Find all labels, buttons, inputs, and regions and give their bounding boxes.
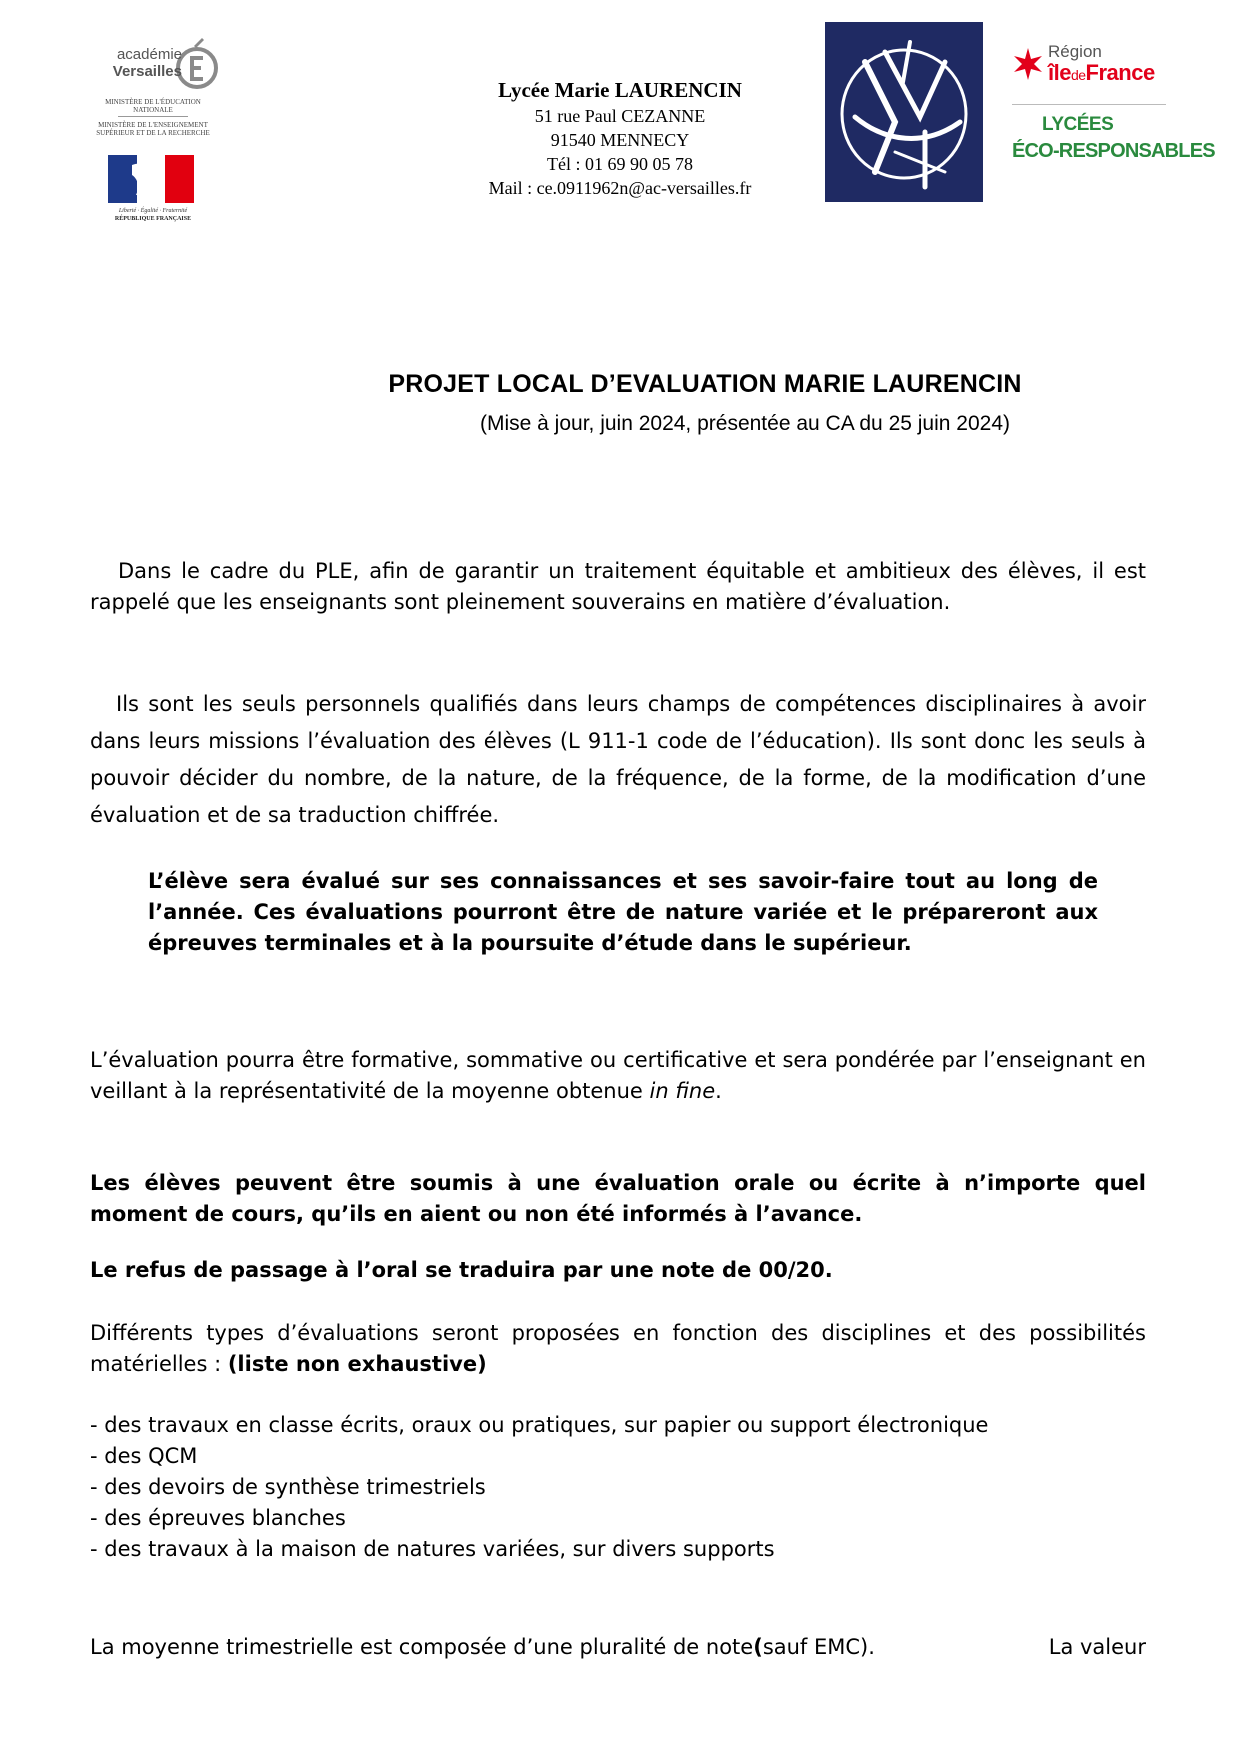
p4-main-text: L’évaluation pourra être formative, sommative ou certificative et sera pondérée par l’enseignant en veillant à la représentativité de la moyenne obtenue [90,1048,1146,1103]
ministry-education: MINISTÈRE DE L'ÉDUCATION NATIONALE [105,98,201,114]
ministry-divider [118,116,188,117]
p8-text-c: sauf EMC). [762,1635,875,1659]
list-item: - des épreuves blanches [90,1506,346,1530]
lycee-emblem-logo [825,22,983,202]
p8-text-b: ( [753,1635,763,1659]
p8-text-d: La valeur [1048,1635,1146,1659]
list-item: - des travaux en classe écrits, oraux ou pratiques, sur papier ou support électronique [90,1413,989,1437]
marianne-flag-icon [108,155,194,203]
school-phone: Tél : 01 69 90 05 78 [547,154,693,174]
document-subtitle: (Mise à jour, juin 2024, présentée au CA du 25 juin 2024) [479,412,1010,435]
eco-line2: ÉCO-RESPONSABLES [1012,140,1215,162]
school-address-block [430,76,810,200]
academie-versailles-logo [88,22,218,222]
school-mail: Mail : ce.0911962n@ac-versailles.fr [488,178,752,198]
logo-divider [1012,104,1166,105]
school-city: 91540 MENNECY [550,130,690,150]
republic-motto: Liberté · Égalité · Fraternité [118,208,188,214]
paragraph-refusal: Le refus de passage à l’oral se traduira par une note de 00/20. [90,1258,833,1282]
list-item: - des travaux à la maison de natures variées, sur divers supports [90,1537,775,1561]
paragraph-oral-written: Les élèves peuvent être soumis à une évaluation orale ou écrite à n’importe quel moment de cours, qu’ils en aient ou non été informés à l’avance. [90,1171,1146,1226]
school-street: 51 rue Paul CEZANNE [534,106,706,126]
list-item: - des QCM [90,1444,198,1468]
p7-bold-text: (liste non exhaustive) [227,1352,487,1376]
list-item: - des devoirs de synthèse trimestriels [90,1475,486,1499]
paragraph-student-evaluation: L’élève sera évalué sur ses connaissances et ses savoir-faire tout au long de l’année. Ces évaluations pourront être de nature variée et le prépareront aux épreuves terminales et à la poursuite d’étude dans le supérieur. [148,869,1098,955]
academie-line2: Versailles [112,63,182,80]
lycees-eco-responsables-logo [1012,114,1215,174]
paragraph-trimester-average [90,1632,1146,1663]
paragraph-evaluation-types [90,1045,1146,1107]
iledefrance-word [1048,60,1155,86]
academie-name [92,46,182,80]
p4-end-text: . [715,1079,722,1103]
ile-word: île [1048,60,1071,85]
lycee-ml-emblem-icon [825,22,983,202]
p4-italic-text: in fine [649,1079,716,1103]
paragraph-evaluation-list-intro [90,1318,1146,1380]
document-title: PROJET LOCAL D’EVALUATION MARIE LAURENCIN [388,370,1022,398]
region-star-icon [1012,48,1044,80]
school-name: Lycée Marie LAURENCIN [498,78,742,102]
academie-line1: académie [116,46,182,63]
p8-text-a: La moyenne trimestrielle est composée d’une pluralité de note [90,1635,754,1659]
france-word: France [1085,60,1155,85]
paragraph-ple-intro: Dans le cadre du PLE, afin de garantir un traitement équitable et ambitieux des élèves, il est rappelé que les enseignants sont pleinement souverains en matière d’évaluation. [90,559,1146,614]
p7-main-text: Différents types d’évaluations seront proposées en fonction des disciplines et des possibilités matérielles : [90,1321,1146,1376]
republic-name: RÉPUBLIQUE FRANÇAISE [114,216,192,222]
region-word: Région [1048,42,1102,61]
region-iledefrance-logo [1012,42,1167,92]
de-word: de [1070,67,1086,83]
paragraph-teachers-role: Ils sont les seuls personnels qualifiés dans leurs champs de compétences disciplinaires à avoir dans leurs missions l’évaluation des élèves (L 911-1 code de l’éducation). Ils sont donc les seuls à pouvoir décider du nombre, de la nature, de la fréquence, de la forme, de la modification d’une évaluation et de sa traduction chiffrée. [90,692,1146,827]
ministry-research: MINISTÈRE DE L'ENSEIGNEMENT SUPÉRIEUR ET DE LA RECHERCHE [96,121,210,137]
eco-line1: LYCÉES [1042,114,1114,135]
